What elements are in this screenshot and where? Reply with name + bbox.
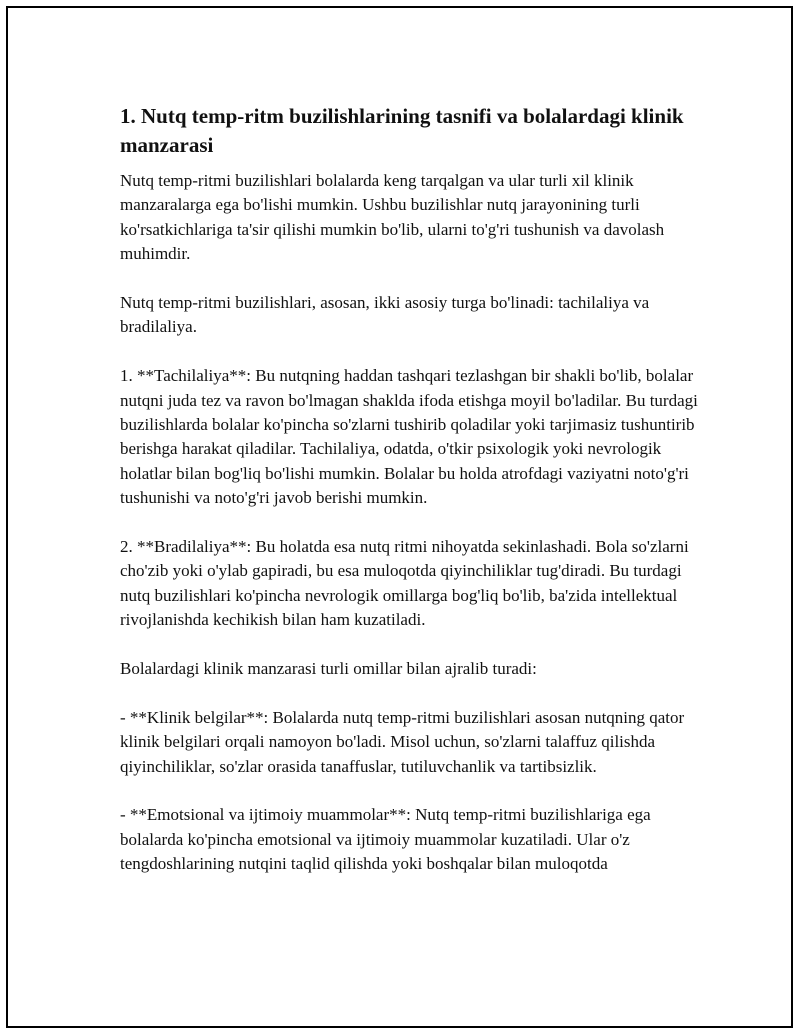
paragraph-clinical-signs: - **Klinik belgilar**: Bolalarda nutq temp-ritmi buzilishlari asosan nutqning qator klinik belgilari orqali namoyon bo'ladi. Misol uchun, so'zlarni talaffuz qilishda qiyinchiliklar, so'zlar orasida tanaffuslar, tutiluvchanlik va tartibsizlik. xyxy=(120,707,685,776)
paragraph-clinical-intro: Bolalardagi klinik manzarasi turli omillar bilan ajralib turadi: xyxy=(120,659,537,679)
page-frame xyxy=(6,6,793,1028)
document-body xyxy=(120,102,700,901)
document-title: 1. Nutq temp-ritm buzilishlarining tasnifi va bolalardagi klinik manzarasi xyxy=(120,104,684,157)
paragraph-types: Nutq temp-ritmi buzilishlari, asosan, ikki asosiy turga bo'linadi: tachilaliya va bradilaliya. xyxy=(120,293,650,337)
paragraph-intro: Nutq temp-ritmi buzilishlari bolalarda keng tarqalgan va ular turli xil klinik manzaralarga ega bo'lishi mumkin. Ushbu buzilishlar nutq jarayonining turli ko'rsatkichlariga ta'sir qilishi mumkin bo'lib, ularni to'g'ri tushunish va davolash muhimdir. xyxy=(120,171,665,264)
paragraph-tachilaliya: 1. **Tachilaliya**: Bu nutqning haddan tashqari tezlashgan bir shakli bo'lib, bolalar nutqni juda tez va ravon bo'lmagan shaklda ifoda etishga moyil bo'ladilar. Bu turdagi buzilishlarda bolalar ko'pincha so'zlarni tushirib qoladilar yoki tarjimasiz tushuntirib berishga harakat qiladilar. Tachilaliya, odatda, o'tkir psixologik yoki nevrologik holatlar bilan bog'liq bo'lishi mumkin. Bolalar bu holda atrofdagi vaziyatni noto'g'ri tushunishi va noto'g'ri javob berishi mumkin. xyxy=(120,366,698,508)
paragraph-emotional-social: - **Emotsional va ijtimoiy muammolar**: Nutq temp-ritmi buzilishlariga ega bolalarda ko'pincha emotsional va ijtimoiy muammolar kuzatiladi. Ular o'z tengdoshlarining nutqini taqlid qilishda yoki boshqalar bilan muloqotda xyxy=(120,805,651,874)
paragraph-bradilaliya: 2. **Bradilaliya**: Bu holatda esa nutq ritmi nihoyatda sekinlashadi. Bola so'zlarni cho'zib yoki o'ylab gapiradi, bu esa muloqotda qiyinchiliklar tug'diradi. Bu turdagi nutq buzilishlari ko'pincha nevrologik omillarga bog'liq bo'lib, ba'zida intellektual rivojlanishda kechikish bilan ham kuzatiladi. xyxy=(120,537,689,630)
